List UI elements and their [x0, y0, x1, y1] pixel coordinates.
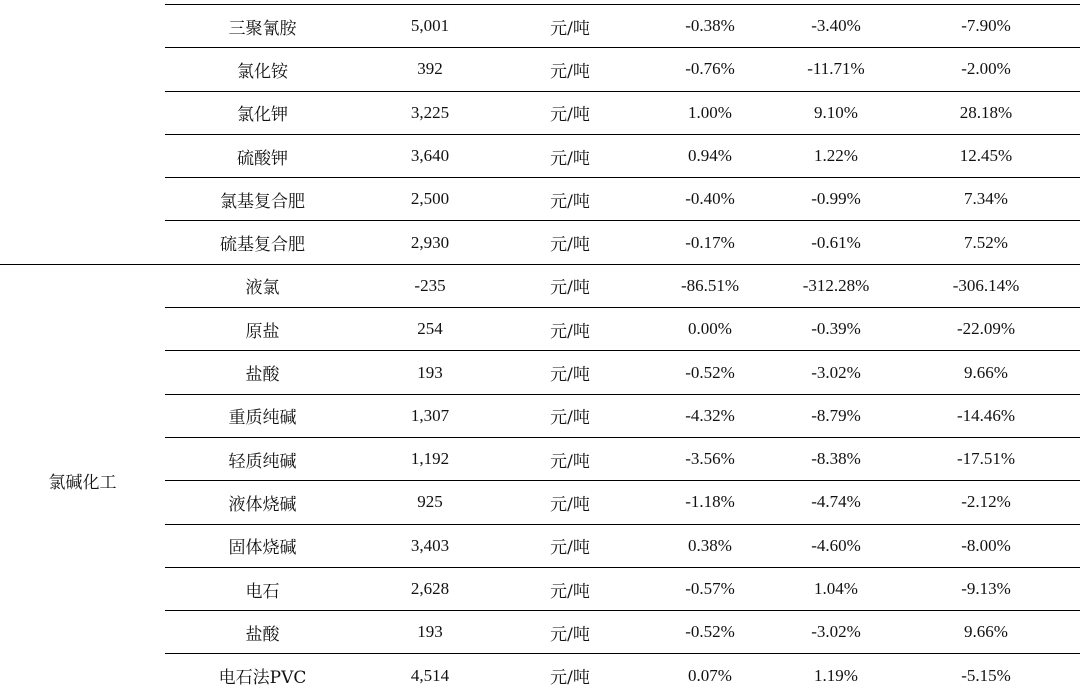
unit-cell: 元/吨 — [500, 91, 640, 134]
change-year-cell: 7.52% — [892, 221, 1080, 264]
change-week-cell: -0.17% — [640, 221, 780, 264]
change-year-cell: -17.51% — [892, 437, 1080, 480]
change-week-cell: 0.00% — [640, 308, 780, 351]
product-name-cell: 氯化铵 — [165, 48, 360, 91]
change-year-cell: -306.14% — [892, 264, 1080, 307]
price-cell: 3,403 — [360, 524, 500, 567]
product-name-cell: 硫基复合肥 — [165, 221, 360, 264]
change-week-cell: 0.38% — [640, 524, 780, 567]
price-table — [0, 4, 1080, 697]
price-cell: 2,930 — [360, 221, 500, 264]
product-name-cell: 液氯 — [165, 264, 360, 307]
category-cell — [0, 5, 165, 265]
change-month-cell: 9.10% — [780, 91, 892, 134]
change-month-cell: -8.79% — [780, 394, 892, 437]
product-name-cell: 轻质纯碱 — [165, 437, 360, 480]
change-week-cell: 0.94% — [640, 134, 780, 177]
category-cell: 氯碱化工 — [0, 264, 165, 696]
product-name-cell: 氯基复合肥 — [165, 178, 360, 221]
price-cell: 5,001 — [360, 5, 500, 48]
change-year-cell: -2.12% — [892, 481, 1080, 524]
change-month-cell: -4.74% — [780, 481, 892, 524]
product-name-cell: 盐酸 — [165, 351, 360, 394]
product-name-cell: 三聚氰胺 — [165, 5, 360, 48]
change-month-cell: -312.28% — [780, 264, 892, 307]
unit-cell: 元/吨 — [500, 221, 640, 264]
unit-cell: 元/吨 — [500, 5, 640, 48]
price-cell: 193 — [360, 351, 500, 394]
price-cell: 4,514 — [410, 665, 450, 685]
price-cell: 392 — [360, 48, 500, 91]
table-body — [0, 5, 1080, 697]
change-week-cell: -0.52% — [640, 351, 780, 394]
change-month-cell: -3.02% — [780, 351, 892, 394]
table-row — [0, 5, 1080, 48]
change-month-cell: -0.99% — [780, 178, 892, 221]
change-month-cell: -0.61% — [780, 221, 892, 264]
change-week-cell: -0.52% — [640, 611, 780, 654]
unit-cell: 元/吨 — [500, 134, 640, 177]
change-week-cell: -3.56% — [640, 437, 780, 480]
unit-cell: 元/吨 — [500, 567, 640, 610]
product-name-cell: 电石法PVC — [218, 668, 307, 689]
price-cell: 254 — [360, 308, 500, 351]
change-year-cell: -7.90% — [892, 5, 1080, 48]
change-year-cell: 28.18% — [892, 91, 1080, 134]
change-year-cell: -8.00% — [892, 524, 1080, 567]
change-year-cell: 9.66% — [892, 611, 1080, 654]
price-cell: 2,628 — [360, 567, 500, 610]
product-name-cell: 重质纯碱 — [165, 394, 360, 437]
unit-cell: 元/吨 — [500, 178, 640, 221]
change-year-cell: -2.00% — [892, 48, 1080, 91]
unit-cell: 元/吨 — [500, 394, 640, 437]
change-year-cell: 12.45% — [892, 134, 1080, 177]
change-week-cell: 0.07% — [688, 665, 732, 685]
price-cell: 2,500 — [360, 178, 500, 221]
change-week-cell: -86.51% — [640, 264, 780, 307]
unit-cell: 元/吨 — [500, 437, 640, 480]
product-name-cell: 液体烧碱 — [165, 481, 360, 524]
change-year-cell: -9.13% — [892, 567, 1080, 610]
change-week-cell: -4.32% — [640, 394, 780, 437]
change-week-cell: -0.38% — [640, 5, 780, 48]
change-month-cell: -4.60% — [780, 524, 892, 567]
product-name-cell: 原盐 — [165, 308, 360, 351]
change-week-cell: -0.40% — [640, 178, 780, 221]
product-name-cell: 硫酸钾 — [165, 134, 360, 177]
unit-cell: 元/吨 — [500, 524, 640, 567]
unit-cell: 元/吨 — [500, 481, 640, 524]
change-year-cell: -22.09% — [892, 308, 1080, 351]
change-month-cell: -0.39% — [780, 308, 892, 351]
unit-cell: 元/吨 — [500, 264, 640, 307]
product-name-cell: 电石 — [165, 567, 360, 610]
price-cell: 925 — [360, 481, 500, 524]
unit-cell: 元/吨 — [550, 668, 590, 689]
change-month-cell: -8.38% — [780, 437, 892, 480]
unit-cell: 元/吨 — [500, 48, 640, 91]
change-month-cell: 1.22% — [780, 134, 892, 177]
change-week-cell: -1.18% — [640, 481, 780, 524]
change-year-cell: 9.66% — [892, 351, 1080, 394]
price-cell: 3,640 — [360, 134, 500, 177]
change-month-cell: -3.02% — [780, 611, 892, 654]
change-month-cell: -3.40% — [780, 5, 892, 48]
price-cell: 1,307 — [360, 394, 500, 437]
change-week-cell: -0.76% — [640, 48, 780, 91]
product-name-cell: 盐酸 — [165, 611, 360, 654]
change-week-cell: -0.57% — [640, 567, 780, 610]
price-cell: 3,225 — [360, 91, 500, 134]
unit-cell: 元/吨 — [500, 308, 640, 351]
table-row — [0, 264, 1080, 307]
unit-cell: 元/吨 — [500, 611, 640, 654]
change-month-cell: 1.04% — [780, 567, 892, 610]
change-month-cell: -11.71% — [780, 48, 892, 91]
price-cell: 1,192 — [360, 437, 500, 480]
change-month-cell: 1.19% — [814, 665, 858, 685]
change-year-cell: 7.34% — [892, 178, 1080, 221]
product-name-cell: 固体烧碱 — [165, 524, 360, 567]
change-week-cell: 1.00% — [640, 91, 780, 134]
product-name-cell: 氯化钾 — [165, 91, 360, 134]
price-cell: 193 — [360, 611, 500, 654]
change-year-cell: -14.46% — [892, 394, 1080, 437]
change-year-cell: -5.15% — [961, 665, 1011, 685]
price-cell: -235 — [360, 264, 500, 307]
unit-cell: 元/吨 — [500, 351, 640, 394]
